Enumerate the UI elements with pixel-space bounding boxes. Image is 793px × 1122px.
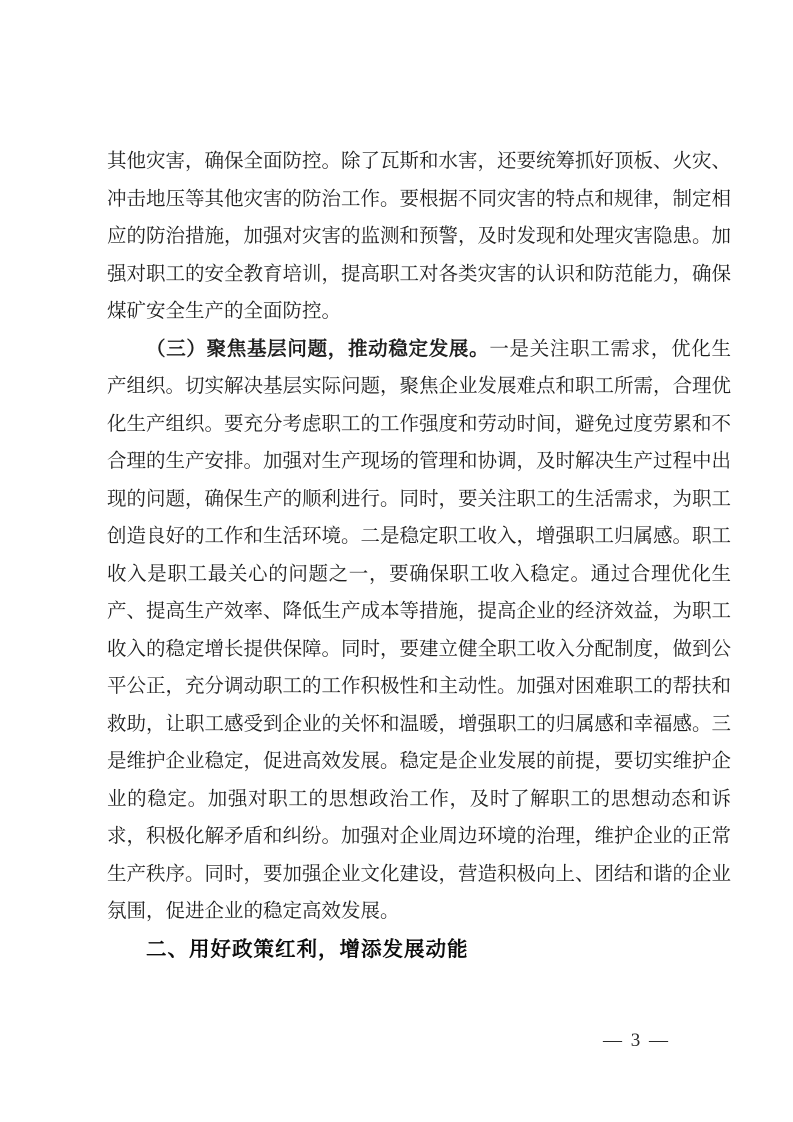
paragraph-section-three-run-0: （三）聚焦基层问题，推动稳定发展。 xyxy=(146,338,490,360)
document-body xyxy=(107,143,731,969)
paragraph-continuation-run-0: 其他灾害，确保全面防控。除了瓦斯和水害，还要统筹抓好顶板、火灾、冲击地压等其他灾害的防治工作。要根据不同灾害的特点和规律，制定相应的防治措施，加强对灾害的监测和预警，及时发现和处理灾害隐患。加强对职工的安全教育培训，提高职工对各类灾害的认识和防范能力，确保煤矿安全生产的全面防控。 xyxy=(107,151,732,322)
paragraph-section-three xyxy=(107,331,731,931)
heading-section-two xyxy=(107,931,731,970)
page-number: — 3 — xyxy=(603,1030,670,1051)
heading-section-two-run-0: 二、用好政策红利，增添发展动能 xyxy=(146,937,469,961)
paragraph-section-three-run-1: 一是关注职工需求，优化生产组织。切实解决基层实际问题，聚焦企业发展难点和职工所需，合理优化生产组织。要充分考虑职工的工作强度和劳动时间，避免过度劳累和不合理的生产安排。加强对生产现场的管理和协调，及时解决生产过程中出现的问题，确保生产的顺利进行。同时，要关注职工的生活需求，为职工创造良好的工作和生活环境。二是稳定职工收入，增强职工归属感。职工收入是职工最关心的问题之一，要确保职工收入稳定。通过合理优化生产、提高生产效率、降低生产成本等措施，提高企业的经济效益，为职工收入的稳定增长提供保障。同时，要建立健全职工收入分配制度，做到公平公正，充分调动职工的工作积极性和主动性。加强对困难职工的帮扶和救助，让职工感受到企业的关怀和温暖，增强职工的归属感和幸福感。三是维护企业稳定，促进高效发展。稳定是企业发展的前提，要切实维护企业的稳定。加强对职工的思想政治工作，及时了解职工的思想动态和诉求，积极化解矛盾和纠纷。加强对企业周边环境的治理，维护企业的正常生产秩序。同时，要加强企业文化建设，营造积极向上、团结和谐的企业氛围，促进企业的稳定高效发展。 xyxy=(107,338,732,922)
paragraph-continuation xyxy=(107,143,731,331)
